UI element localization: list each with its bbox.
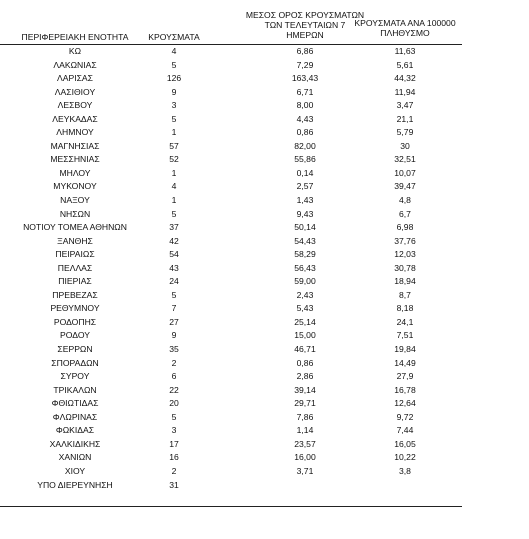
table-row — [0, 343, 462, 357]
cell-cases-per-100k: 18,94 — [394, 276, 416, 287]
cell-seven-day-average: 55,86 — [294, 154, 316, 165]
table-row — [0, 289, 462, 303]
cell-region: ΠΡΕΒΕΖΑΣ — [52, 289, 98, 300]
cell-cases-per-100k: 4,8 — [399, 195, 411, 206]
table-row — [0, 357, 462, 371]
cell-cases: 22 — [169, 384, 179, 395]
cell-cases-per-100k: 7,44 — [396, 425, 414, 436]
cell-cases: 5 — [171, 411, 177, 422]
table-row — [0, 221, 462, 235]
table-bottom-divider — [0, 506, 462, 507]
table-row — [0, 397, 462, 411]
cell-cases-per-100k: 3,8 — [399, 465, 411, 476]
table-row — [0, 235, 462, 249]
table-row — [0, 180, 462, 194]
cell-cases: 54 — [169, 249, 179, 260]
cell-region: ΛΑΡΙΣΑΣ — [57, 73, 93, 84]
cell-cases-per-100k: 8,7 — [399, 289, 411, 300]
cell-cases-per-100k: 9,72 — [396, 411, 414, 422]
cell-region: ΠΕΛΛΑΣ — [57, 262, 93, 273]
table-row — [0, 45, 462, 59]
cell-cases: 126 — [166, 73, 182, 84]
cell-cases: 9 — [171, 86, 177, 97]
cell-seven-day-average: 0,14 — [296, 167, 314, 178]
table-row — [0, 302, 462, 316]
cell-cases: 1 — [171, 127, 177, 138]
cell-cases-per-100k: 37,76 — [394, 235, 416, 246]
cell-seven-day-average: 1,14 — [296, 425, 314, 436]
cell-cases-per-100k: 3,47 — [396, 100, 414, 111]
cell-cases-per-100k: 30 — [400, 140, 410, 151]
cell-seven-day-average: 9,43 — [296, 208, 314, 219]
header-avg-line-2: ΤΩΝ ΤΕΛΕΥΤΑΙΩΝ 7 — [264, 20, 346, 30]
header-avg-line-3: ΗΜΕΡΩΝ — [286, 30, 324, 40]
cell-seven-day-average: 46,71 — [294, 344, 316, 355]
cell-cases: 27 — [169, 316, 179, 327]
table-row — [0, 153, 462, 167]
cell-cases-per-100k: 39,47 — [394, 181, 416, 192]
cell-region: ΦΩΚΙΔΑΣ — [55, 425, 95, 436]
cell-seven-day-average: 16,00 — [294, 452, 316, 463]
cell-cases: 35 — [169, 344, 179, 355]
cell-region: ΠΙΕΡΙΑΣ — [58, 276, 92, 287]
cell-cases: 2 — [171, 465, 177, 476]
cell-region: ΣΥΡΟΥ — [60, 371, 90, 382]
table-row — [0, 113, 462, 127]
cell-region: ΣΠΟΡΑΔΩΝ — [51, 357, 99, 368]
table-row — [0, 479, 462, 493]
cell-seven-day-average: 82,00 — [294, 140, 316, 151]
cell-region: ΣΕΡΡΩΝ — [57, 344, 93, 355]
cell-cases: 20 — [169, 398, 179, 409]
cell-cases-per-100k: 30,78 — [394, 262, 416, 273]
cell-region: ΧΙΟΥ — [64, 465, 86, 476]
cell-cases: 4 — [171, 181, 177, 192]
table-row — [0, 126, 462, 140]
cell-cases: 7 — [171, 303, 177, 314]
cell-region: ΛΑΣΙΘΙΟΥ — [54, 86, 96, 97]
table-row — [0, 248, 462, 262]
cell-cases-per-100k: 16,05 — [394, 438, 416, 449]
cell-cases-per-100k: 11,94 — [394, 86, 416, 97]
table-row — [0, 72, 462, 86]
cell-cases: 52 — [169, 154, 179, 165]
cell-cases: 5 — [171, 208, 177, 219]
cell-seven-day-average: 2,86 — [296, 371, 314, 382]
cell-seven-day-average: 163,43 — [291, 73, 319, 84]
cell-cases-per-100k: 14,49 — [394, 357, 416, 368]
cell-region: ΞΑΝΘΗΣ — [57, 235, 93, 246]
cell-cases-per-100k: 27,9 — [396, 371, 414, 382]
header-cases: ΚΡΟΥΣΜΑΤΑ — [148, 32, 200, 42]
table-row — [0, 316, 462, 330]
cell-cases-per-100k: 32,51 — [394, 154, 416, 165]
header-cases-per-100k — [340, 18, 470, 38]
table-row — [0, 59, 462, 73]
table-row — [0, 262, 462, 276]
cell-seven-day-average: 15,00 — [294, 330, 316, 341]
cell-seven-day-average: 1,43 — [296, 195, 314, 206]
cell-cases-per-100k: 12,64 — [394, 398, 416, 409]
cell-seven-day-average: 56,43 — [294, 262, 316, 273]
cell-region: ΝΑΞΟΥ — [60, 195, 90, 206]
cell-cases: 24 — [169, 276, 179, 287]
cell-region: ΜΥΚΟΝΟΥ — [53, 181, 97, 192]
cases-table-body — [0, 45, 462, 492]
cell-region: ΡΟΔΟΠΗΣ — [53, 316, 97, 327]
cell-cases: 1 — [171, 167, 177, 178]
cell-seven-day-average: 59,00 — [294, 276, 316, 287]
table-row — [0, 370, 462, 384]
cell-cases-per-100k: 10,07 — [394, 167, 416, 178]
cell-cases: 2 — [171, 357, 177, 368]
cell-region: ΠΕΙΡΑΙΩΣ — [55, 249, 95, 260]
cell-cases-per-100k: 19,84 — [394, 344, 416, 355]
cell-cases-per-100k: 24,1 — [396, 316, 414, 327]
table-row — [0, 411, 462, 425]
cell-seven-day-average: 58,29 — [294, 249, 316, 260]
cell-region: ΥΠΟ ΔΙΕΡΕΥΝΗΣΗ — [37, 479, 113, 490]
cell-region: ΦΘΙΩΤΙΔΑΣ — [51, 398, 99, 409]
cell-region: ΛΕΥΚΑΔΑΣ — [52, 113, 98, 124]
table-row — [0, 86, 462, 100]
cell-cases: 6 — [171, 371, 177, 382]
cell-cases-per-100k: 8,18 — [396, 303, 414, 314]
cell-region: ΡΕΘΥΜΝΟΥ — [50, 303, 100, 314]
table-row — [0, 451, 462, 465]
header-per100k-line-2: ΠΛΗΘΥΣΜΟ — [380, 28, 430, 38]
table-row — [0, 167, 462, 181]
header-region: ΠΕΡΙΦΕΡΕΙΑΚΗ ΕΝΟΤΗΤΑ — [21, 32, 129, 42]
cell-region: ΜΑΓΝΗΣΙΑΣ — [50, 140, 100, 151]
cell-seven-day-average: 8,00 — [296, 100, 314, 111]
cell-region: ΛΑΚΩΝΙΑΣ — [53, 59, 97, 70]
cell-cases: 31 — [169, 479, 179, 490]
table-row — [0, 438, 462, 452]
table-row — [0, 424, 462, 438]
cell-cases-per-100k: 16,78 — [394, 384, 416, 395]
cell-region: ΦΛΩΡΙΝΑΣ — [52, 411, 98, 422]
cell-cases: 42 — [169, 235, 179, 246]
table-row — [0, 275, 462, 289]
cell-seven-day-average: 2,43 — [296, 289, 314, 300]
cell-cases: 3 — [171, 425, 177, 436]
cell-cases: 4 — [171, 46, 177, 56]
table-row — [0, 208, 462, 222]
cell-cases-per-100k: 44,32 — [394, 73, 416, 84]
cell-cases-per-100k: 7,51 — [396, 330, 414, 341]
table-row — [0, 465, 462, 479]
cell-seven-day-average: 4,43 — [296, 113, 314, 124]
cell-seven-day-average: 0,86 — [296, 127, 314, 138]
cell-cases: 17 — [169, 438, 179, 449]
cell-cases-per-100k: 5,61 — [396, 59, 414, 70]
cell-cases: 9 — [171, 330, 177, 341]
cell-seven-day-average: 5,43 — [296, 303, 314, 314]
cell-cases-per-100k: 10,22 — [394, 452, 416, 463]
cell-cases-per-100k: 11,63 — [394, 46, 416, 56]
cell-cases: 1 — [171, 195, 177, 206]
cell-region: ΧΑΛΚΙΔΙΚΗΣ — [49, 438, 101, 449]
cell-seven-day-average: 23,57 — [294, 438, 316, 449]
cell-cases: 57 — [169, 140, 179, 151]
cell-region: ΝΟΤΙΟΥ ΤΟΜΕΑ ΑΘΗΝΩΝ — [23, 222, 127, 233]
cell-cases: 5 — [171, 289, 177, 300]
table-row — [0, 329, 462, 343]
cell-seven-day-average: 25,14 — [294, 316, 316, 327]
cell-region: ΧΑΝΙΩΝ — [58, 452, 92, 463]
cell-cases-per-100k: 21,1 — [396, 113, 414, 124]
header-avg-line-1: ΜΕΣΟΣ ΟΡΟΣ ΚΡΟΥΣΜΑΤΩΝ — [245, 10, 365, 20]
cell-region: ΛΕΣΒΟΥ — [57, 100, 93, 111]
cell-cases-per-100k: 12,03 — [394, 249, 416, 260]
cell-cases: 37 — [169, 222, 179, 233]
cell-cases: 43 — [169, 262, 179, 273]
cell-region: ΡΟΔΟΥ — [60, 330, 90, 341]
cell-seven-day-average: 39,14 — [294, 384, 316, 395]
cell-cases: 16 — [169, 452, 179, 463]
cell-region: ΤΡΙΚΑΛΩΝ — [53, 384, 97, 395]
cell-cases: 5 — [171, 59, 177, 70]
cell-seven-day-average: 6,86 — [296, 46, 314, 56]
header-per100k-line-1: ΚΡΟΥΣΜΑΤΑ ΑΝΑ 100000 — [354, 18, 456, 28]
cell-region: ΜΕΣΣΗΝΙΑΣ — [50, 154, 100, 165]
cell-seven-day-average: 29,71 — [294, 398, 316, 409]
cell-region: ΝΗΣΩΝ — [59, 208, 91, 219]
cell-seven-day-average: 6,71 — [296, 86, 314, 97]
cell-cases: 5 — [171, 113, 177, 124]
cell-seven-day-average: 7,86 — [296, 411, 314, 422]
cell-seven-day-average: 0,86 — [296, 357, 314, 368]
cell-region: ΚΩ — [68, 46, 82, 56]
table-row — [0, 194, 462, 208]
cell-seven-day-average: 7,29 — [296, 59, 314, 70]
cell-region: ΜΗΛΟΥ — [59, 167, 91, 178]
table-row — [0, 384, 462, 398]
cell-cases: 3 — [171, 100, 177, 111]
cell-region: ΛΗΜΝΟΥ — [56, 127, 94, 138]
cell-cases-per-100k: 6,7 — [399, 208, 411, 219]
cell-seven-day-average: 3,71 — [296, 465, 314, 476]
cell-seven-day-average: 50,14 — [294, 222, 316, 233]
table-row — [0, 140, 462, 154]
cell-cases-per-100k: 6,98 — [396, 222, 414, 233]
cell-seven-day-average: 54,43 — [294, 235, 316, 246]
cell-cases-per-100k: 5,79 — [396, 127, 414, 138]
cell-seven-day-average: 2,57 — [296, 181, 314, 192]
table-row — [0, 99, 462, 113]
